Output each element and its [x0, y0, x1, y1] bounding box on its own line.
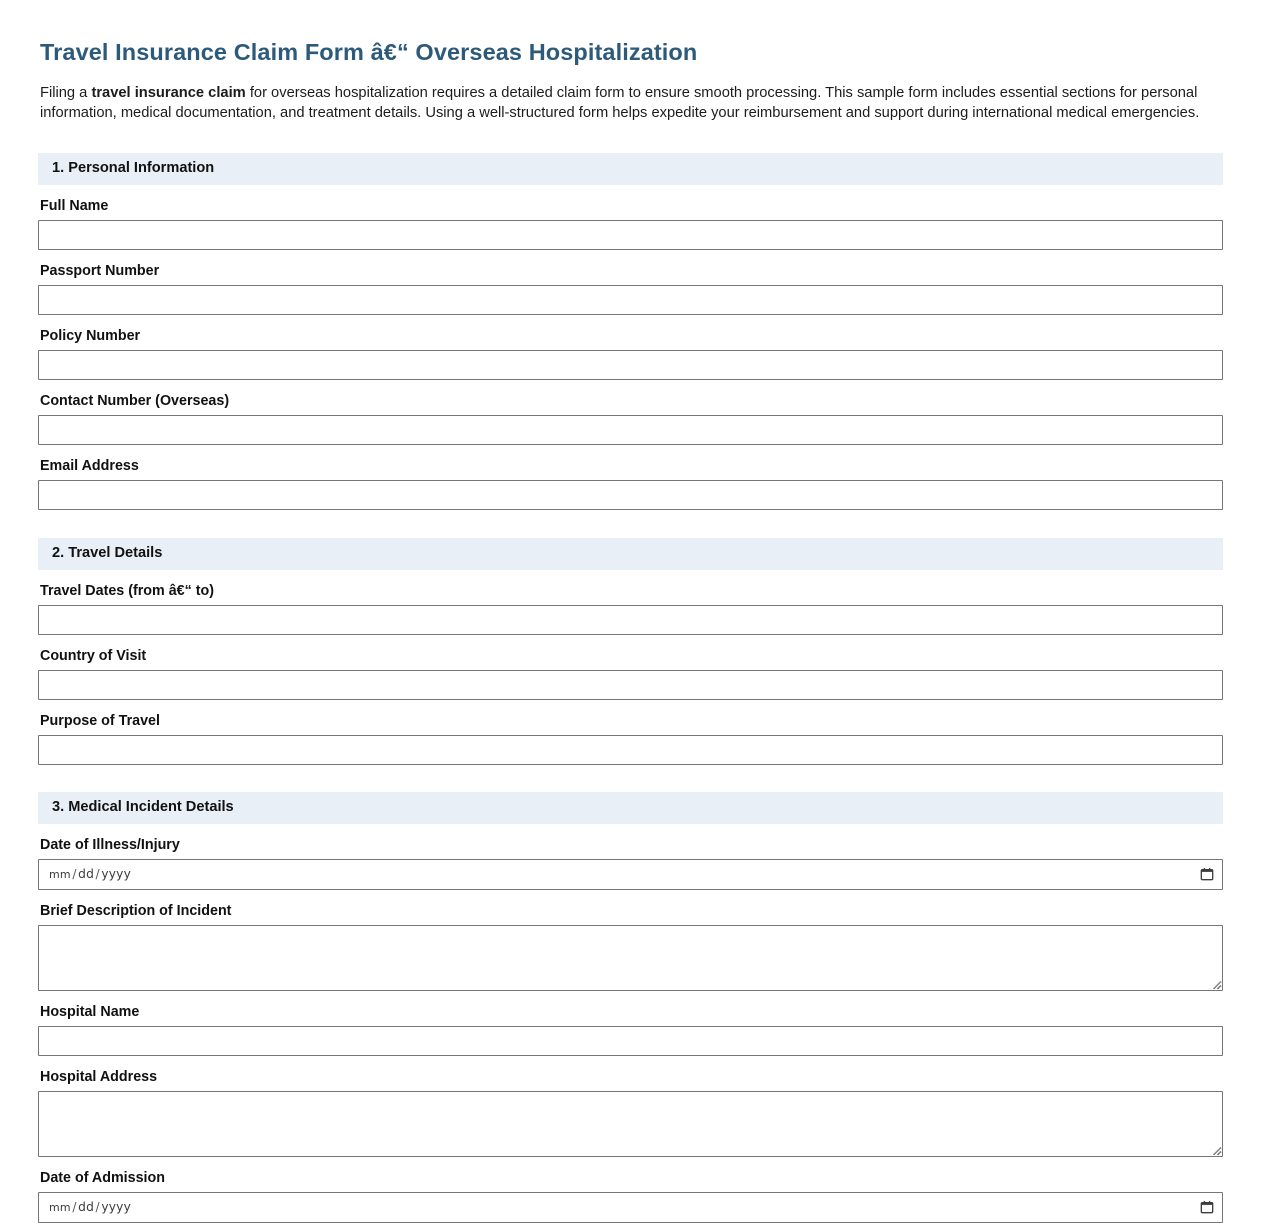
field-hospital-address: [38, 1056, 1223, 1157]
field-country-of-visit: [38, 635, 1223, 700]
field-passport-number: [38, 250, 1223, 315]
section-header-travel-details: 2. Travel Details: [38, 538, 1223, 570]
label-country-of-visit: Country of Visit: [40, 647, 147, 664]
field-contact-number: [38, 380, 1223, 445]
input-contact-number[interactable]: [38, 415, 1223, 445]
date-input-wrapper-illness: [38, 859, 1223, 890]
label-travel-dates: Travel Dates (from â€“ to): [40, 582, 214, 599]
input-date-of-illness[interactable]: [38, 859, 1223, 890]
input-email-address[interactable]: [38, 480, 1223, 510]
section-header-personal-information: 1. Personal Information: [38, 153, 1223, 185]
field-full-name: [38, 185, 1223, 250]
label-hospital-name: Hospital Name: [40, 1003, 140, 1020]
input-hospital-address[interactable]: [38, 1091, 1223, 1157]
intro-paragraph: [40, 84, 1218, 123]
intro-text-rest: for overseas hospitalization requires a detailed claim form to ensure smooth processing. This sample form includes essential sections for personal information, medical documentation, and treatment details. Using a well-structured form helps expedite your reimbursement and support during international medical emergencies.: [40, 85, 1200, 121]
field-brief-description: [38, 890, 1223, 991]
input-policy-number[interactable]: [38, 350, 1223, 380]
date-placeholder-illness: mm / dd / yyyy: [49, 867, 131, 882]
label-email-address: Email Address: [40, 457, 139, 474]
field-purpose-of-travel: [38, 700, 1223, 765]
intro-text-lead: Filing a: [40, 85, 92, 102]
label-passport-number: Passport Number: [40, 262, 160, 279]
page-title: Travel Insurance Claim Form â€“ Overseas Hospitalization: [40, 39, 698, 65]
calendar-icon[interactable]: [1200, 867, 1214, 881]
input-country-of-visit[interactable]: [38, 670, 1223, 700]
textarea-wrapper-description: [38, 925, 1223, 991]
input-passport-number[interactable]: [38, 285, 1223, 315]
calendar-icon[interactable]: [1200, 1200, 1214, 1214]
textarea-wrapper-address: [38, 1091, 1223, 1157]
label-date-of-illness: Date of Illness/Injury: [40, 836, 180, 853]
field-date-of-admission: [38, 1157, 1223, 1223]
input-full-name[interactable]: [38, 220, 1223, 250]
intro-emphasis: travel insurance claim: [91, 85, 246, 102]
label-purpose-of-travel: Purpose of Travel: [40, 712, 160, 729]
input-travel-dates[interactable]: [38, 605, 1223, 635]
input-brief-description[interactable]: [38, 925, 1223, 991]
label-brief-description: Brief Description of Incident: [40, 902, 232, 919]
input-purpose-of-travel[interactable]: [38, 735, 1223, 765]
section-header-medical-incident-details: 3. Medical Incident Details: [38, 792, 1223, 824]
label-date-of-admission: Date of Admission: [40, 1169, 165, 1186]
label-contact-number: Contact Number (Overseas): [40, 392, 230, 409]
label-full-name: Full Name: [40, 197, 109, 214]
input-hospital-name[interactable]: [38, 1026, 1223, 1056]
field-email-address: [38, 445, 1223, 510]
date-placeholder-admission: mm / dd / yyyy: [49, 1200, 131, 1215]
label-hospital-address: Hospital Address: [40, 1068, 158, 1085]
input-date-of-admission[interactable]: [38, 1192, 1223, 1223]
date-input-wrapper-admission: [38, 1192, 1223, 1223]
field-date-of-illness: [38, 824, 1223, 890]
field-travel-dates: [38, 570, 1223, 635]
field-policy-number: [38, 315, 1223, 380]
field-hospital-name: [38, 991, 1223, 1056]
label-policy-number: Policy Number: [40, 327, 141, 344]
